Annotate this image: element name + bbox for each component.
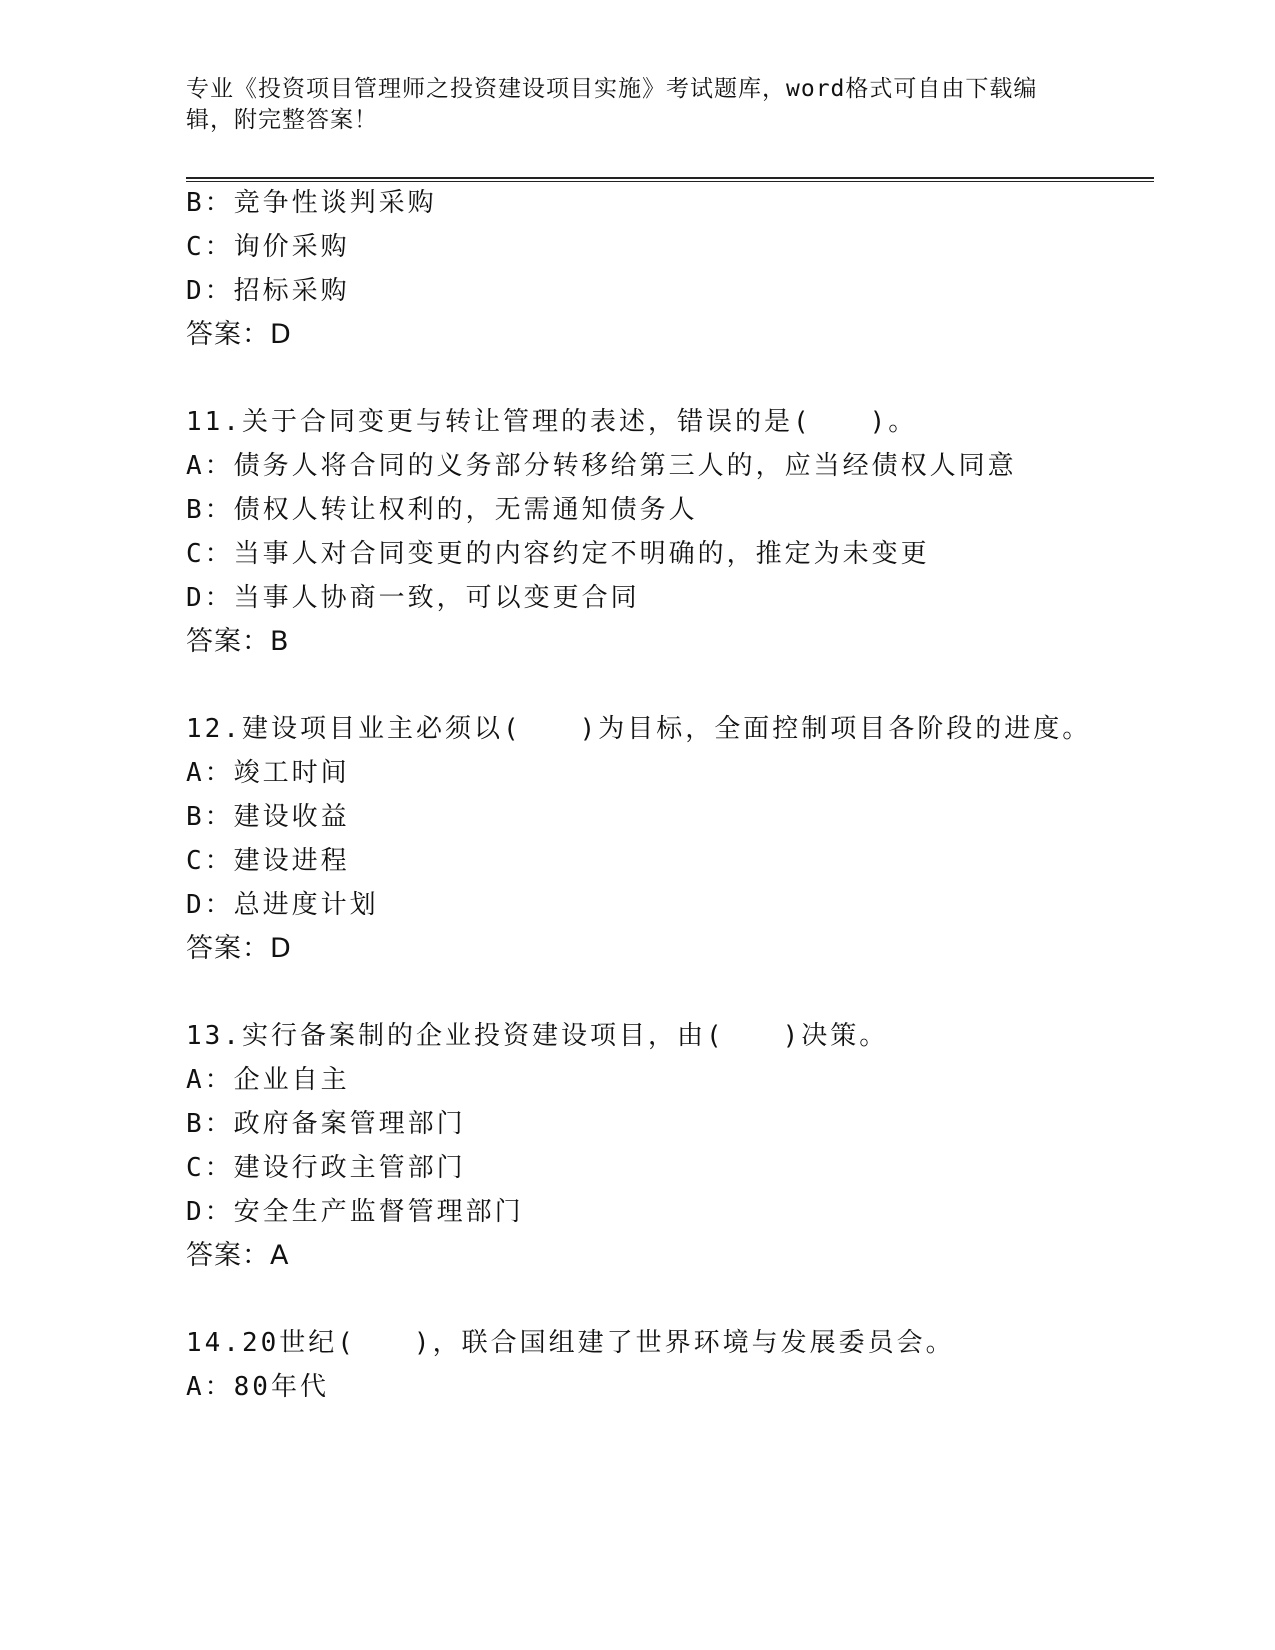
q12-option-d: D：总进度计划 [186, 890, 379, 920]
q13-option-b: B：政府备案管理部门 [186, 1109, 466, 1139]
q13-option-d: D：安全生产监督管理部门 [186, 1197, 524, 1227]
q11-answer: 答案：B [186, 626, 290, 657]
document-header: 专业《投资项目管理师之投资建设项目实施》考试题库，word格式可自由下载编辑，附完整答案！ [186, 76, 1038, 133]
q13-option-c: C：建设行政主管部门 [186, 1153, 466, 1183]
q11-option-b: B：债权人转让权利的，无需通知债务人 [186, 495, 698, 525]
q12-option-c: C：建设进程 [186, 846, 350, 876]
q11-option-c: C：当事人对合同变更的内容约定不明确的，推定为未变更 [186, 539, 930, 569]
q10-option-b: B：竞争性谈判采购 [186, 188, 437, 218]
q10-option-d: D：招标采购 [186, 276, 350, 306]
q13-answer: 答案：A [186, 1240, 290, 1271]
q13-option-a: A：企业自主 [186, 1065, 350, 1095]
header-rule-thick [186, 177, 1154, 179]
q12-option-b: B：建设收益 [186, 802, 350, 832]
q11-option-a: A：债务人将合同的义务部分转移给第三人的，应当经债权人同意 [186, 451, 1017, 481]
q11-stem: 11.关于合同变更与转让管理的表述，错误的是( )。 [186, 407, 918, 437]
header-rule-thin [186, 181, 1154, 182]
q10-answer: 答案：D [186, 319, 292, 350]
q13-stem: 13.实行备案制的企业投资建设项目，由( )决策。 [186, 1021, 889, 1051]
q14-stem: 14.20世纪( )，联合国组建了世界环境与发展委员会。 [186, 1328, 955, 1358]
q10-option-c: C：询价采购 [186, 232, 350, 262]
q11-option-d: D：当事人协商一致，可以变更合同 [186, 583, 640, 613]
q12-stem: 12.建设项目业主必须以( )为目标，全面控制项目各阶段的进度。 [186, 714, 1092, 744]
q12-answer: 答案：D [186, 933, 292, 964]
q14-option-a: A：80年代 [186, 1372, 329, 1402]
q12-option-a: A：竣工时间 [186, 758, 350, 788]
